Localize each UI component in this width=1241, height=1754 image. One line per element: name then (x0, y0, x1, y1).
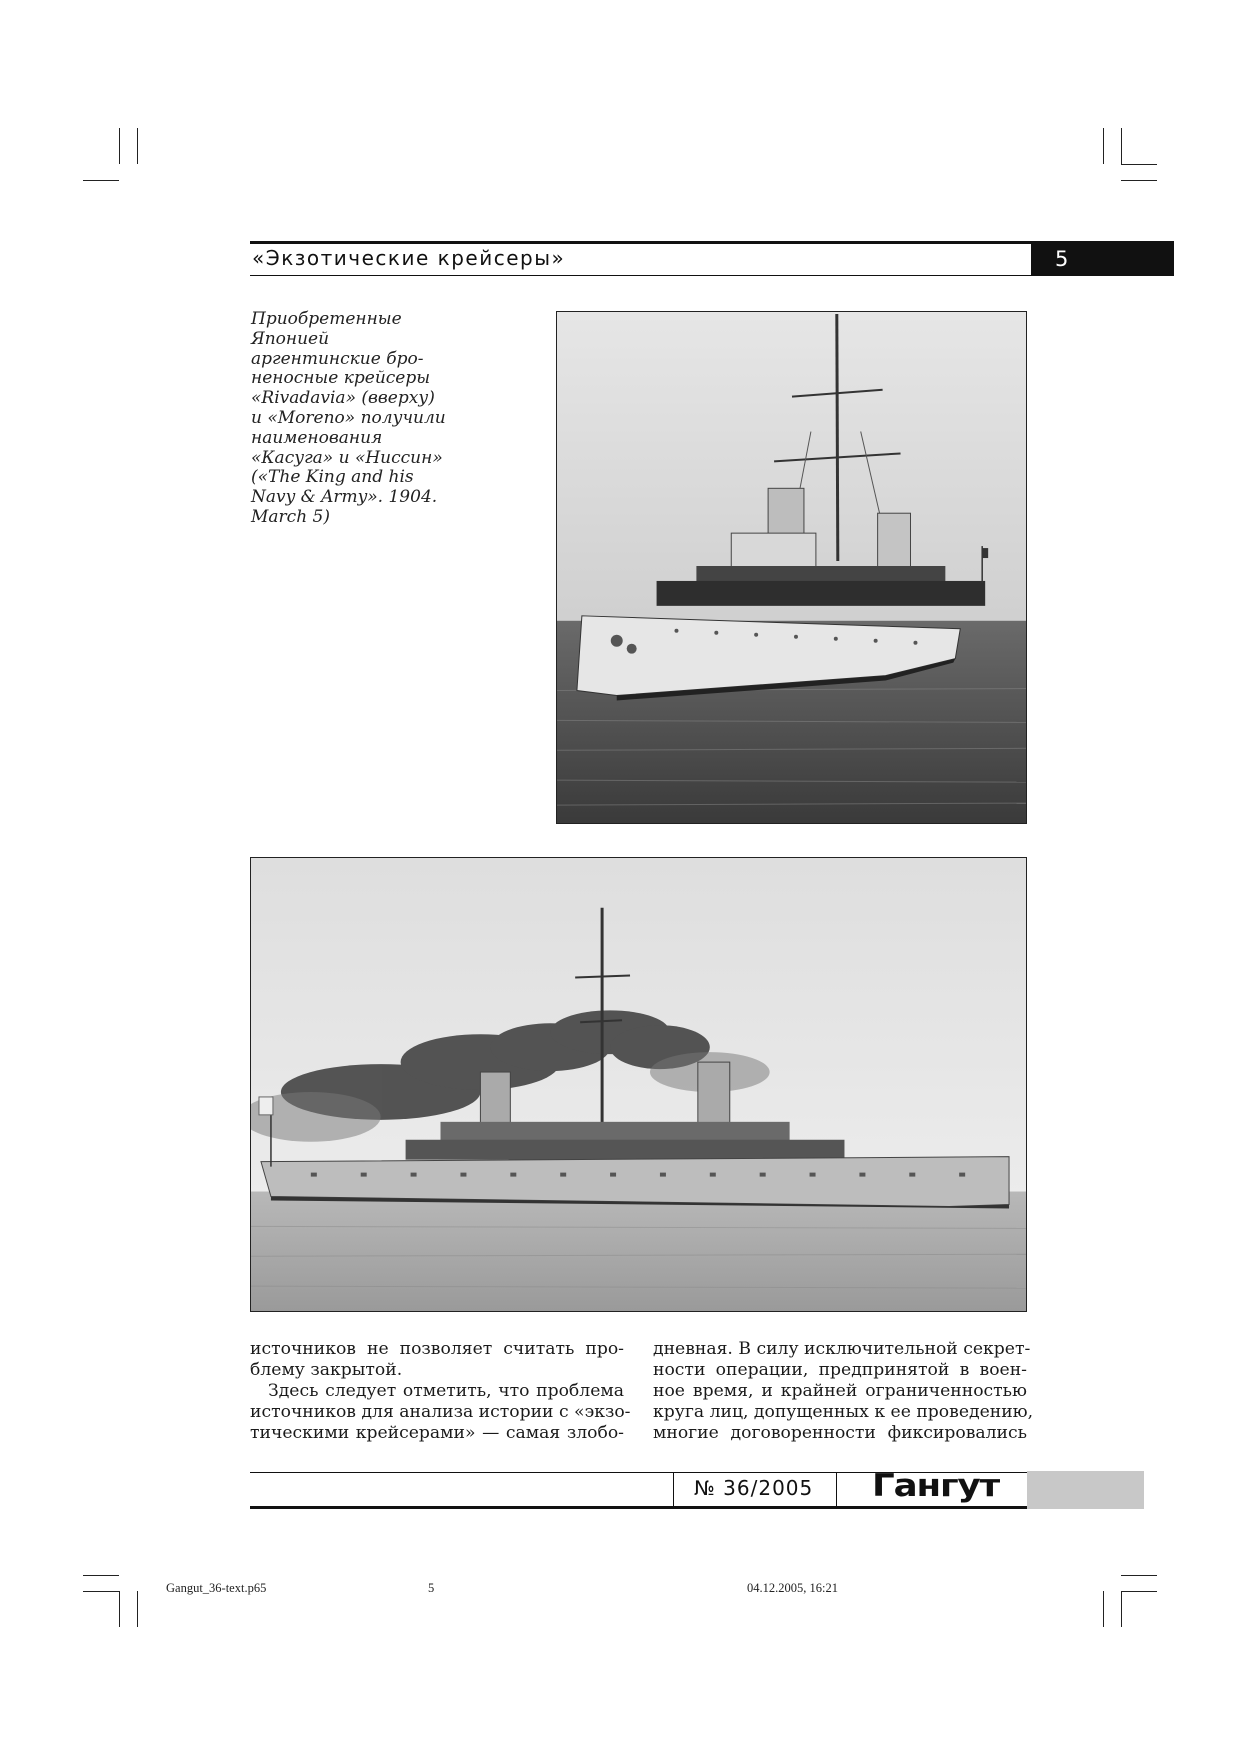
body-line: источников не позволяет считать про- (250, 1339, 624, 1359)
running-title: «Экзотические крейсеры» (252, 246, 566, 270)
caption-line: («The King and his (251, 467, 414, 488)
issue-number: № 36/2005 (694, 1476, 814, 1500)
crop-mark (137, 128, 138, 164)
body-line: круга лиц, допущенных к ее проведению, (653, 1402, 1034, 1422)
crop-mark (1103, 128, 1104, 164)
crop-mark (137, 1591, 138, 1627)
caption-line: Приобретенные (251, 309, 402, 329)
footer-separator (673, 1472, 674, 1508)
photo-caption (251, 310, 451, 528)
crop-mark (1121, 180, 1157, 181)
crop-mark (1121, 1591, 1157, 1592)
caption-line: и «Moreno» получили (251, 407, 446, 428)
body-line: Здесь следует отметить, что проблема (268, 1381, 624, 1401)
footer-gray-block (1027, 1471, 1144, 1509)
crop-mark (119, 1591, 120, 1627)
crop-mark (83, 1575, 119, 1576)
crop-mark (1121, 1575, 1157, 1576)
header-rule (250, 241, 1150, 244)
footer-rule (250, 1506, 1027, 1509)
body-line: источников для анализа истории с «экзо- (250, 1402, 631, 1422)
crop-mark (1121, 1591, 1122, 1627)
caption-line: «Касуга» и «Ниссин» (251, 447, 443, 468)
body-line: ности операции, предпринятой в воен- (653, 1360, 1027, 1380)
body-line: тическими крейсерами» — самая злобо- (250, 1423, 624, 1443)
caption-line: March 5) (251, 506, 330, 527)
body-line: ное время, и крайней ограниченностью (653, 1381, 1027, 1401)
caption-line: аргентинские бро- (251, 348, 424, 369)
crop-mark (119, 128, 120, 164)
slug-filename: Gangut_36-text.p65 (166, 1581, 267, 1595)
magazine-logo: Гангут (872, 1468, 1000, 1504)
body-line: блему закрытой. (250, 1360, 403, 1380)
crop-mark (1121, 164, 1157, 165)
body-line: многие договоренности фиксировались (653, 1423, 1027, 1443)
body-column-right (653, 1339, 1034, 1444)
crop-mark (1121, 128, 1122, 164)
crop-mark (83, 1591, 119, 1592)
caption-line: «Rivadavia» (вверху) (251, 388, 435, 409)
crop-mark (83, 180, 119, 181)
caption-line: Navy & Army». 1904. (251, 487, 438, 508)
caption-line: неносные крейсеры (251, 368, 431, 389)
caption-line: Японией (251, 328, 330, 349)
body-column-left (250, 1339, 631, 1444)
slug-page: 5 (428, 1581, 435, 1595)
photo-cruiser-rivadavia (556, 311, 1027, 824)
photo-cruiser-moreno (250, 857, 1027, 1312)
body-line: дневная. В силу исключительной секрет- (653, 1339, 1031, 1359)
crop-mark (1103, 1591, 1104, 1627)
slug-datetime: 04.12.2005, 16:21 (747, 1581, 838, 1595)
header-rule (250, 275, 1150, 276)
page-number: 5 (1031, 241, 1174, 276)
footer-separator (836, 1472, 837, 1508)
caption-line: наименования (251, 427, 383, 448)
